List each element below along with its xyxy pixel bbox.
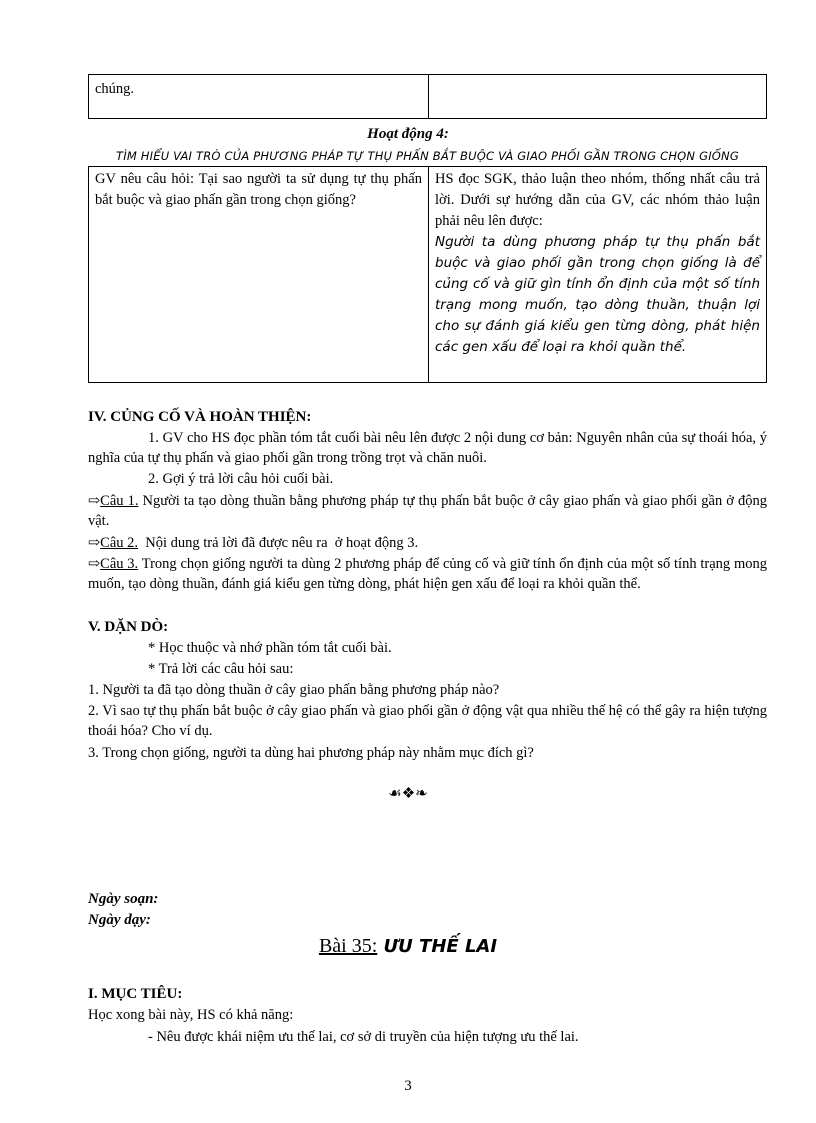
activity-table bbox=[88, 166, 767, 383]
homework-question-2: 2. Vì sao tự thụ phấn bắt buộc ở cây giao phấn và giao phối gần ở động vật qua nhiều thế hệ có thể gây ra hiện tượng thoái hóa? Cho ví dụ. bbox=[88, 703, 767, 739]
objectives-intro: Học xong bài này, HS có khả năng: bbox=[88, 1007, 294, 1023]
teacher-question: GV nêu câu hỏi: Tại sao người ta sử dụng tự thụ phấn bắt buộc và giao phấn gần trong chọn giống? bbox=[95, 171, 422, 208]
homework-question-1: 1. Người ta đã tạo dòng thuần ở cây giao phấn bằng phương pháp nào? bbox=[88, 682, 500, 698]
activity-subtitle: TÌM HIỂU VAI TRÒ CỦA PHƯƠNG PHÁP TỰ THỤ PHẤN BẮT BUỘC VÀ GIAO PHỐI GẦN TRONG CHỌN GIỐNG bbox=[116, 149, 739, 163]
teacher-column bbox=[89, 167, 429, 383]
arrow-right-icon: ⇨ bbox=[88, 535, 101, 551]
objectives-heading: I. MỤC TIÊU: bbox=[88, 986, 183, 1002]
lesson-title bbox=[0, 936, 816, 957]
answer-1-text: Người ta tạo dòng thuần bằng phương pháp tự thụ phấn bắt buộc ở cây giao phấn và giao phối gần ở động vật. bbox=[88, 493, 768, 529]
section-4-paragraph-1: 1. GV cho HS đọc phần tóm tắt cuối bài nêu lên được 2 nội dung cơ bản: Nguyên nhân của sự thoái hóa, ý nghĩa của tự thụ phấn và giao phối gần trong trồng trọt và chăn nuôi. bbox=[88, 430, 767, 466]
answer-1 bbox=[88, 491, 767, 531]
homework-item-2: * Trả lời các câu hỏi sau: bbox=[148, 661, 294, 677]
objective-1: - Nêu được khái niệm ưu thế lai, cơ sở di truyền của hiện tượng ưu thế lai. bbox=[148, 1029, 579, 1045]
date-prepared-label: Ngày soạn: bbox=[88, 891, 159, 907]
ornament-divider: ☙❖❧ bbox=[388, 786, 428, 802]
section-5-heading: V. DẶN DÒ: bbox=[88, 619, 169, 635]
activity-title: Hoạt động 4: bbox=[367, 126, 449, 142]
section-4-heading: IV. CỦNG CỐ VÀ HOÀN THIỆN: bbox=[88, 409, 312, 425]
answer-2 bbox=[88, 533, 767, 553]
answer-2-label: Câu 2. bbox=[100, 535, 139, 551]
student-column bbox=[429, 167, 767, 383]
lesson-number: Bài 35: bbox=[318, 935, 378, 957]
answer-2-text: Nội dung trả lời đã được nêu ra ở hoạt động 3. bbox=[138, 535, 419, 551]
answer-3 bbox=[88, 554, 767, 594]
homework-item-1: * Học thuộc và nhớ phần tóm tắt cuối bài. bbox=[148, 640, 392, 656]
section-4-paragraph-2: 2. Gợi ý trả lời câu hỏi cuối bài. bbox=[148, 471, 334, 487]
arrow-right-icon: ⇨ bbox=[88, 556, 101, 572]
answer-3-label: Câu 3. bbox=[100, 556, 139, 572]
answer-3-text: Trong chọn giống người ta dùng 2 phương pháp để củng cố và giữ tính ổn định của một số tính trạng mong muốn, tạo dòng thuần, đánh giá kiểu gen từng dòng, phát hiện gen xấu để loại ra khỏi quần thể. bbox=[88, 556, 767, 592]
previous-table-right-cell bbox=[429, 75, 767, 119]
previous-activity-table bbox=[88, 74, 767, 119]
previous-table-left-cell: chúng. bbox=[89, 75, 429, 119]
page-number: 3 bbox=[404, 1078, 412, 1094]
arrow-right-icon: ⇨ bbox=[88, 493, 101, 509]
answer-1-label: Câu 1. bbox=[100, 493, 139, 509]
student-activity: HS đọc SGK, thảo luận theo nhóm, thống nhất câu trả lời. Dưới sự hướng dẫn của GV, các nhóm thảo luận phải nêu lên được: bbox=[435, 171, 760, 229]
homework-question-3: 3. Trong chọn giống, người ta dùng hai phương pháp này nhằm mục đích gì? bbox=[88, 745, 534, 761]
date-taught-label: Ngày dạy: bbox=[88, 912, 151, 928]
expected-answer: Người ta dùng phương pháp tự thụ phấn bắt buộc và giao phối gần trong chọn giống là để củng cố và giữ gìn tính ổn định của một số tính trạng mong muốn, tạo dòng thuần, thuận lợi cho sự đánh giá kiểu gen từng dòng, phát hiện các gen xấu để loại ra khỏi quần thể. bbox=[435, 234, 760, 355]
lesson-name: ƯU THẾ LAI bbox=[377, 936, 498, 957]
